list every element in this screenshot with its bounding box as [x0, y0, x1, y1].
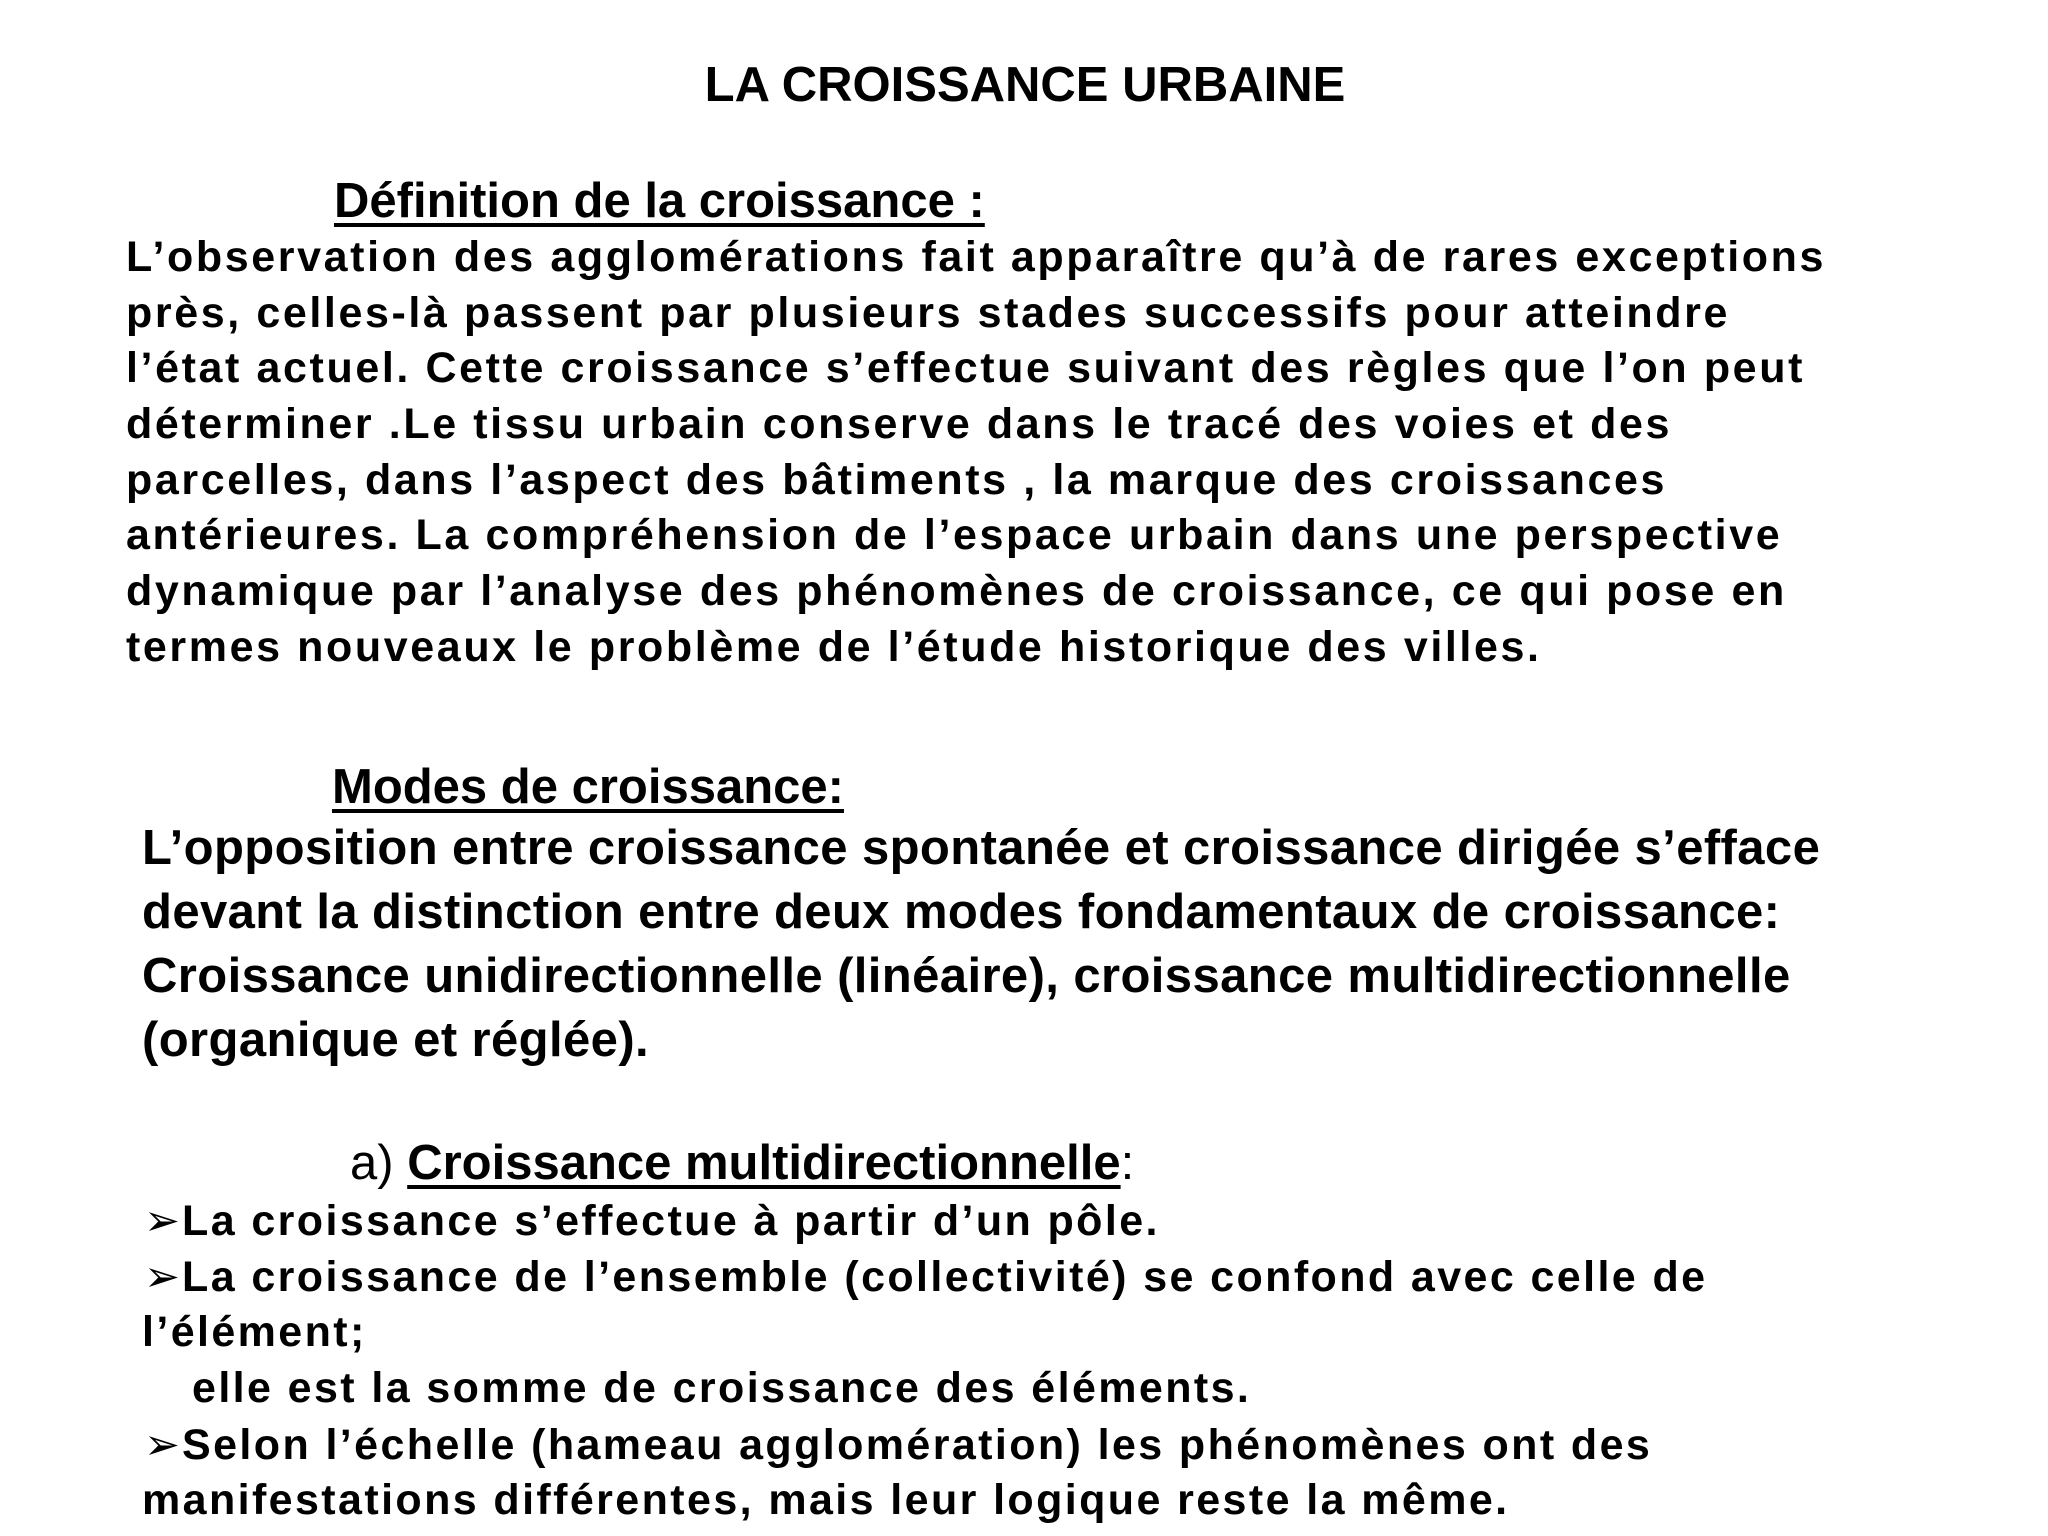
bullet-item	[144, 1196, 1160, 1246]
paragraph-line: antérieures. La compréhension de l’espace urbain dans une perspective	[126, 511, 1783, 559]
multidirectional-heading	[350, 1135, 1134, 1191]
bullet-text: Selon l’échelle (hameau agglomération) les phénomènes ont des	[182, 1421, 1653, 1469]
page-title-text: LA CROISSANCE URBAINE	[704, 58, 1346, 112]
paragraph-line: (organique et réglée).	[142, 1013, 650, 1067]
bullet-item	[144, 1252, 1707, 1302]
paragraph-line: L’opposition entre croissance spontanée et croissance dirigée s’efface	[142, 821, 1821, 875]
paragraph-line: l’état actuel. Cette croissance s’effectue suivant des règles que l’on peut	[126, 344, 1805, 392]
arrow-bullet-icon: ➢	[144, 1253, 181, 1301]
paragraph-line: dynamique par l’analyse des phénomènes de croissance, ce qui pose en	[126, 567, 1787, 615]
paragraph-line: parcelles, dans l’aspect des bâtiments , la marque des croissances	[126, 456, 1668, 504]
arrow-bullet-icon: ➢	[144, 1197, 181, 1245]
definition-heading: Définition de la croissance :	[334, 174, 985, 228]
bullet-continuation: l’élément;	[142, 1308, 367, 1356]
paragraph-line: près, celles-là passent par plusieurs stades successifs pour atteindre	[126, 289, 1730, 337]
section-marker: a)	[350, 1136, 408, 1190]
paragraph-line: L’observation des agglomérations fait apparaître qu’à de rares exceptions	[126, 233, 1827, 281]
paragraph-line: devant la distinction entre deux modes fondamentaux de croissance:	[142, 885, 1781, 939]
bullet-continuation: elle est la somme de croissance des éléments.	[192, 1364, 1252, 1412]
bullet-item	[144, 1420, 1652, 1470]
arrow-bullet-icon: ➢	[144, 1421, 181, 1469]
bullet-text: La croissance s’effectue à partir d’un pôle.	[182, 1197, 1160, 1245]
bullet-continuation: manifestations différentes, mais leur logique reste la même.	[142, 1476, 1510, 1524]
paragraph-line: déterminer .Le tissu urbain conserve dans le tracé des voies et des	[126, 400, 1672, 448]
page-title	[0, 57, 2048, 113]
paragraph-line: Croissance unidirectionnelle (linéaire), croissance multidirectionnelle	[142, 949, 1791, 1003]
paragraph-line: termes nouveaux le problème de l’étude historique des villes.	[126, 623, 1542, 671]
heading-colon: :	[1120, 1136, 1135, 1190]
modes-heading: Modes de croissance:	[332, 760, 844, 814]
multidirectional-heading-text: Croissance multidirectionnelle	[407, 1136, 1121, 1190]
bullet-text: La croissance de l’ensemble (collectivité) se confond avec celle de	[182, 1253, 1708, 1301]
